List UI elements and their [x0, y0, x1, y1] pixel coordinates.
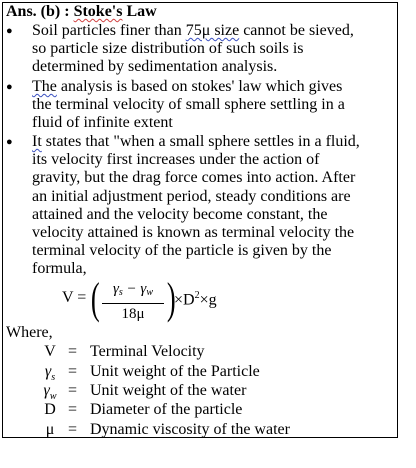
text-line: the terminal velocity of small sphere settling in a: [32, 96, 345, 114]
text-line: gravity, but the drag force comes into action. After: [32, 169, 356, 187]
where-label: Where,: [6, 324, 53, 341]
title-stokes-word: Stoke's: [73, 3, 123, 20]
left-paren: (: [90, 274, 100, 323]
formula-rhs: $\times D^2\times g$: [174, 290, 217, 309]
def-symbol: $\gamma_w$: [43, 382, 57, 403]
def-text: Dynamic viscosity of the water: [90, 421, 290, 438]
title-rest: Law: [122, 3, 157, 20]
right-paren: ): [166, 274, 176, 323]
formula-lhs: V =: [62, 289, 87, 306]
text-line: formula,: [32, 260, 87, 278]
text-line: an initial adjustment period, steady conditions are: [32, 187, 351, 205]
fraction-numerator: $\gamma_s - \gamma_w$: [102, 280, 164, 304]
text-line: The analysis is based on stokes' law which gives: [32, 78, 343, 95]
bullet-marker-1: ●: [6, 25, 13, 37]
text-line: It states that "when a small sphere settles in a fluid,: [32, 133, 360, 150]
def-symbol: μ: [45, 421, 55, 438]
def-symbol: D: [44, 401, 56, 418]
text-line: velocity attained is known as terminal velocity the: [32, 224, 355, 242]
bullet-marker-3: ●: [6, 136, 13, 148]
text-line: fluid of infinite extent: [32, 114, 173, 132]
answer-title: [6, 3, 157, 21]
title-prefix: Ans. (b) :: [6, 3, 74, 20]
bullet-text-1: [32, 22, 392, 77]
def-symbol: $\gamma_s$: [44, 363, 56, 384]
text-line: attained and the velocity become constant, the: [32, 205, 328, 223]
bullet-marker-2: ●: [6, 81, 13, 93]
def-text: Diameter of the particle: [90, 401, 243, 418]
text-line: determined by sedimentation analysis.: [32, 58, 278, 76]
def-text: Unit weight of the water: [90, 382, 247, 399]
bullet-text-2: [32, 78, 392, 133]
text-line: so particle size distribution of such soils is: [32, 40, 304, 58]
text-line: its velocity first increases under the action of: [32, 151, 320, 169]
formula-fraction: [102, 280, 164, 324]
def-text: Terminal Velocity: [90, 343, 205, 360]
fraction-denominator: 18μ: [121, 306, 145, 322]
bullet-text-3: [32, 133, 392, 279]
def-symbol: V: [44, 343, 56, 360]
text-line: Soil particles finer than 75μ size cannot be sieved,: [32, 22, 354, 39]
def-text: Unit weight of the Particle: [90, 363, 260, 380]
text-line: terminal velocity of the particle is given by the: [32, 242, 332, 260]
